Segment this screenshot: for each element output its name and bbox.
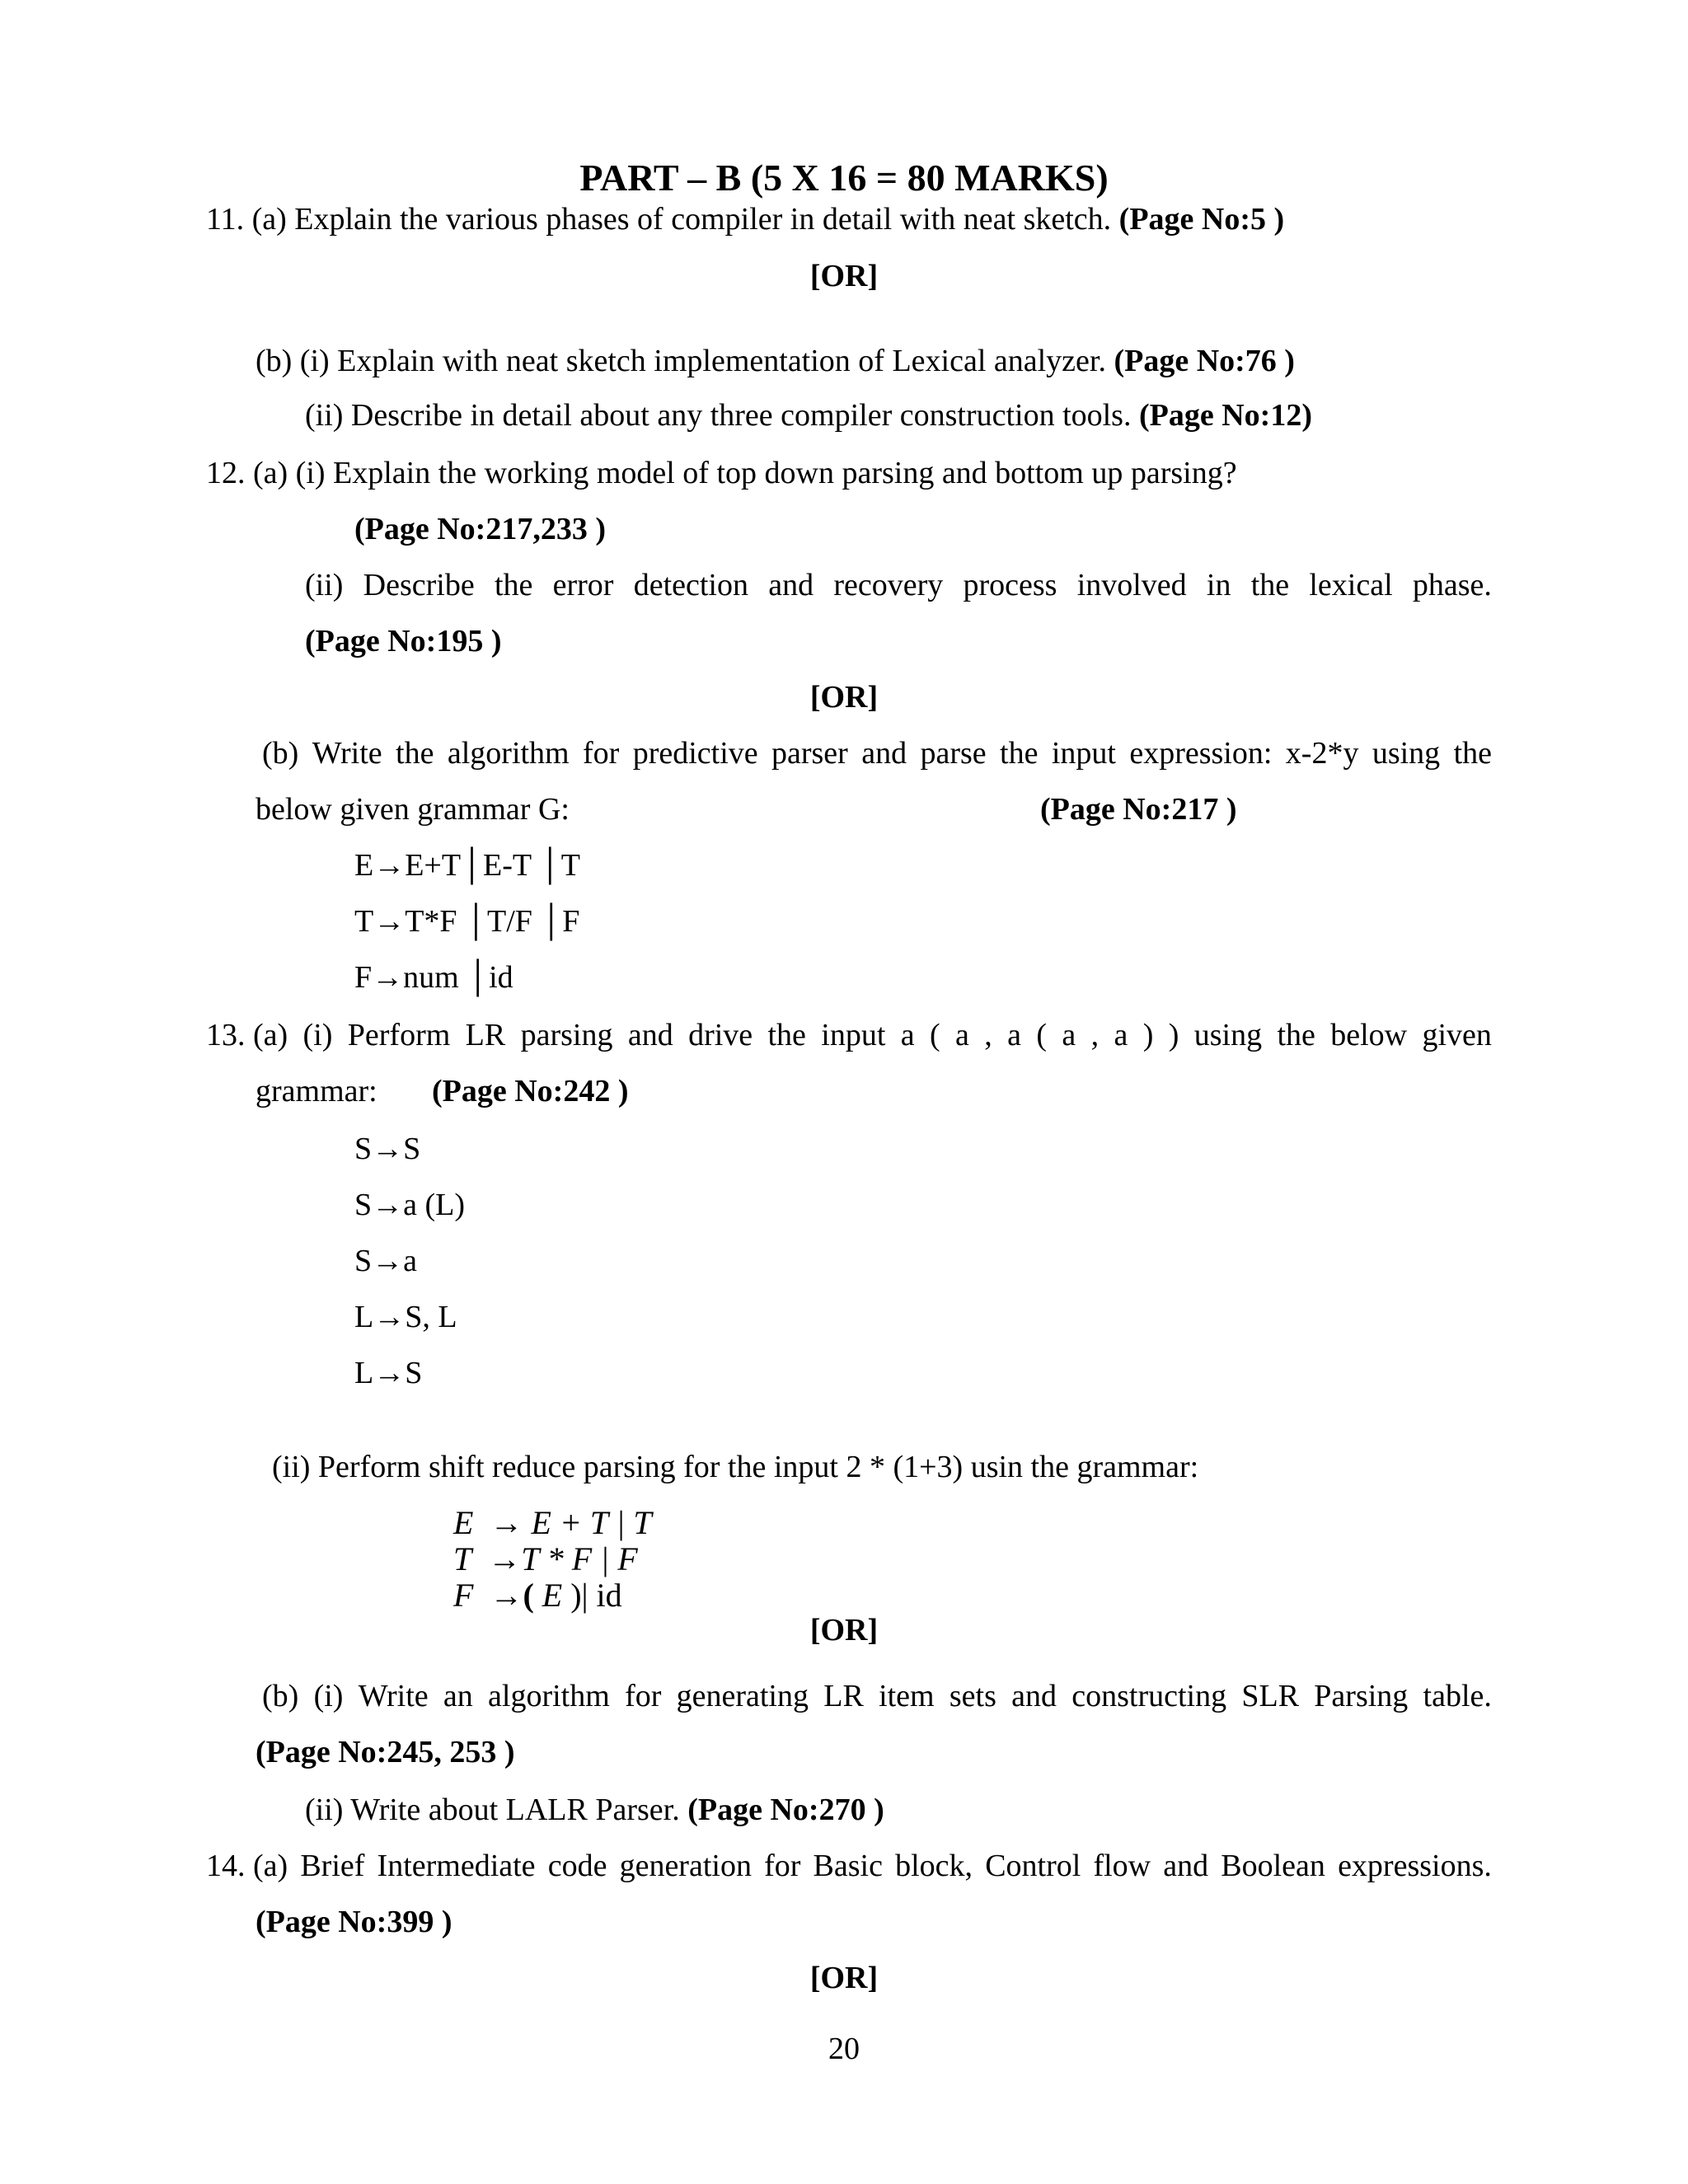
q12-a-i-page-ref: (Page No:217,233 ) bbox=[354, 512, 606, 546]
q12-b-continuation: below given grammar G: bbox=[256, 792, 570, 827]
q13-a-i-continuation: grammar: bbox=[256, 1074, 377, 1108]
q13-grammar-rule-1: S→S bbox=[354, 1132, 421, 1166]
page-number: 20 bbox=[828, 2032, 860, 2066]
q12-b-line: (b) Write the algorithm for predictive parser and parse the input expression: x-2*y using the bbox=[262, 736, 1492, 771]
q14-a-line: 14. (a) Brief Intermediate code generation for Basic block, Control flow and Boolean expressions. bbox=[206, 1849, 1492, 1883]
q11-b-ii bbox=[305, 396, 1312, 435]
q12-grammar-rule-1: E→E+T│E-T │T bbox=[354, 848, 581, 883]
q13-math-rule-1: E → E + T | T bbox=[453, 1504, 652, 1541]
q13-a-i-page-ref: (Page No:242 ) bbox=[432, 1074, 629, 1108]
q13-b-ii bbox=[305, 1790, 884, 1830]
q13-grammar-rule-2: S→a (L) bbox=[354, 1188, 466, 1222]
q13-grammar-rule-3: S→a bbox=[354, 1244, 417, 1278]
q11-a-page-ref: (Page No:5 ) bbox=[1118, 202, 1285, 237]
q13-math-rule-3: F →( E )| id bbox=[453, 1577, 622, 1614]
q11-a bbox=[206, 199, 1284, 239]
q11-b-i-text: (b) (i) Explain with neat sketch implementation of Lexical analyzer. bbox=[256, 344, 1106, 378]
q11-a-text: 11. (a) Explain the various phases of compiler in detail with neat sketch. bbox=[206, 202, 1112, 237]
q12-grammar-rule-3: F→num │id bbox=[354, 960, 513, 995]
q11-b-i bbox=[256, 341, 1295, 381]
q11-b-ii-text: (ii) Describe in detail about any three compiler construction tools. bbox=[305, 398, 1132, 433]
q14-a-page-ref: (Page No:399 ) bbox=[256, 1905, 452, 1939]
q13-b-ii-page-ref: (Page No:270 ) bbox=[687, 1793, 884, 1827]
q12-grammar-rule-2: T→T*F │T/F │F bbox=[354, 904, 580, 939]
q11-b-ii-page-ref: (Page No:12) bbox=[1138, 398, 1312, 433]
q12-a-ii-line: (ii) Describe the error detection and recovery process involved in the lexical phase. bbox=[305, 568, 1492, 602]
q12-b-page-ref: (Page No:217 ) bbox=[1040, 792, 1237, 827]
or-separator-3: [OR] bbox=[809, 1613, 879, 1647]
q13-b-i-page-ref: (Page No:245, 253 ) bbox=[256, 1735, 515, 1769]
section-heading: PART – B (5 X 16 = 80 MARKS) bbox=[579, 157, 1109, 199]
or-separator-4: [OR] bbox=[809, 1961, 879, 1995]
q13-b-i-line: (b) (i) Write an algorithm for generating LR item sets and constructing SLR Parsing table. bbox=[262, 1679, 1492, 1713]
q12-a-i-text: 12. (a) (i) Explain the working model of top down parsing and bottom up parsing? bbox=[206, 456, 1237, 490]
q13-grammar-rule-5: L→S bbox=[354, 1356, 423, 1390]
q13-a-i-line: 13. (a) (i) Perform LR parsing and drive the input a ( a , a ( a , a ) ) using the below given bbox=[206, 1018, 1492, 1052]
or-separator-2: [OR] bbox=[809, 680, 879, 715]
q13-a-ii-text: (ii) Perform shift reduce parsing for the input 2 * (1+3) usin the grammar: bbox=[272, 1450, 1199, 1484]
q12-a-ii-page-ref: (Page No:195 ) bbox=[305, 624, 502, 658]
q13-b-ii-text: (ii) Write about LALR Parser. bbox=[305, 1793, 680, 1827]
q13-math-rule-2: T →T * F | F bbox=[453, 1540, 638, 1577]
q11-b-i-page-ref: (Page No:76 ) bbox=[1114, 344, 1295, 378]
or-separator-1: [OR] bbox=[809, 259, 879, 293]
q13-grammar-rule-4: L→S, L bbox=[354, 1300, 457, 1334]
